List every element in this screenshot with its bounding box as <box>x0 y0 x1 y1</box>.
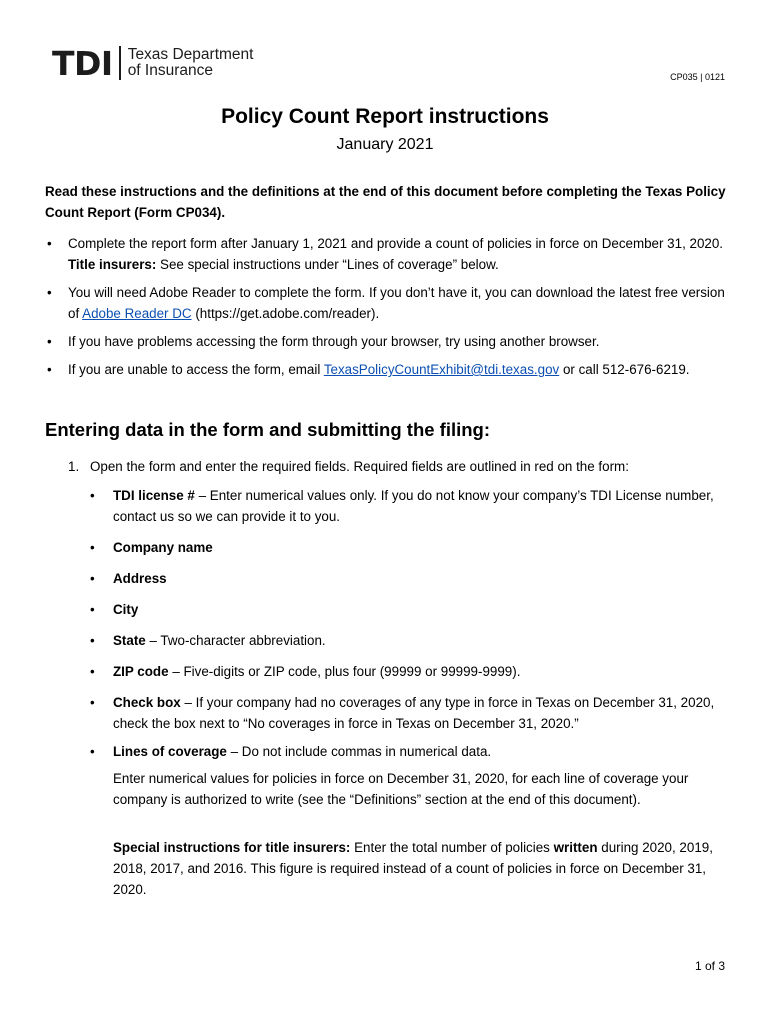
logo-divider <box>119 46 121 80</box>
form-code: CP035 | 0121 <box>670 72 725 82</box>
section-heading: Entering data in the form and submitting the filing: <box>45 419 491 440</box>
logo-line-1: Texas Department <box>127 46 254 63</box>
page-number: 1 of 3 <box>694 959 725 973</box>
adobe-reader-link[interactable]: Adobe Reader DC <box>82 306 192 321</box>
tdi-logo <box>52 43 254 83</box>
list-item: • You will need Adobe Reader to complete the form. If you don’t have it, you can download the latest free version of Adobe Reader DC (https://get.adobe.com/reader). <box>45 282 735 324</box>
list-item: • If you have problems accessing the form through your browser, try using another browser. <box>45 331 735 352</box>
list-item: • Address <box>90 568 730 589</box>
title-insurers-label: Title insurers: <box>68 257 157 272</box>
lines-of-coverage-paragraph: Enter numerical values for policies in force on December 31, 2020, for each line of coverage your company is authorized to write (see the “Definitions” section at the end of this document). <box>113 771 689 807</box>
required-fields-list <box>90 485 730 772</box>
logo-mark: TDI <box>52 43 113 83</box>
list-item: • TDI license # – Enter numerical values only. If you do not know your company’s TDI License number, contact us so we can provide it to you. <box>90 485 730 527</box>
page-title: Policy Count Report instructions <box>221 105 549 128</box>
instruction-bullets <box>45 233 735 387</box>
logo-text <box>128 47 254 79</box>
list-item: • If you are unable to access the form, email TexasPolicyCountExhibit@tdi.texas.gov or call 512-676-6219. <box>45 359 735 380</box>
logo-line-2: of Insurance <box>127 62 213 79</box>
list-item: • Complete the report form after January 1, 2021 and provide a count of policies in force on December 31, 2020. Title insurers: See special instructions under “Lines of coverage” below. <box>45 233 735 275</box>
title-insurers-paragraph: Special instructions for title insurers: Enter the total number of policies written during 2020, 2019, 2018, 2017, and 2016. This figure is required instead of a count of policies in force on December 31, 2020. <box>113 840 713 897</box>
list-item: • Lines of coverage – Do not include commas in numerical data. <box>90 741 730 762</box>
list-item: • Check box – If your company had no coverages of any type in force in Texas on December 31, 2020, check the box next to “No coverages in force in Texas on December 31, 2020.” <box>90 692 730 734</box>
email-link[interactable]: TexasPolicyCountExhibit@tdi.texas.gov <box>323 362 560 377</box>
list-item: • City <box>90 599 730 620</box>
page-subtitle: January 2021 <box>336 136 434 153</box>
step-1: 1. Open the form and enter the required fields. Required fields are outlined in red on the form: <box>68 456 728 477</box>
list-item: • ZIP code – Five-digits or ZIP code, plus four (99999 or 99999-9999). <box>90 661 730 682</box>
list-item: • State – Two-character abbreviation. <box>90 630 730 651</box>
intro-paragraph: Read these instructions and the definitions at the end of this document before completing the Texas Policy Count Report (Form CP034). <box>45 184 726 220</box>
step-number: 1. <box>68 459 80 474</box>
list-item: • Company name <box>90 537 730 558</box>
